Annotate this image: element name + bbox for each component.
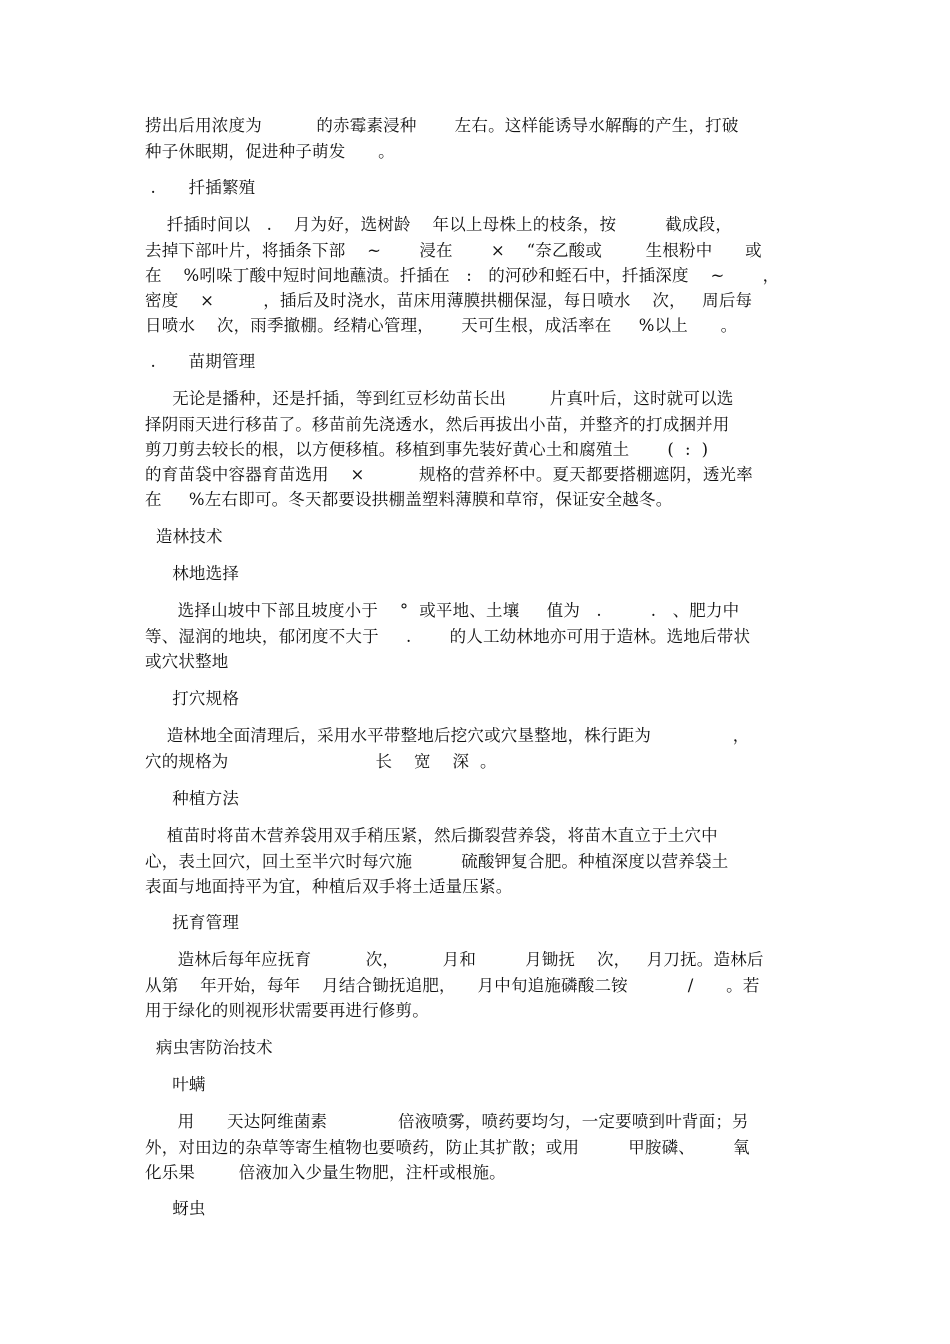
paragraph-line: 在 %左右即可。冬天都要设拱棚盖塑料薄膜和草帘，保证安全越冬。 <box>145 490 673 509</box>
paragraph-line: 化乐果 倍液加入少量生物肥，注杆或根施。 <box>145 1163 506 1182</box>
subsection-heading: 打穴规格 <box>145 689 240 708</box>
subsection-heading: 蚜虫 <box>145 1199 206 1218</box>
paragraph-line: 表面与地面持平为宜，种植后双手将土适量压紧。 <box>145 877 513 896</box>
paragraph-line: 的育苗袋中容器育苗选用 × 规格的营养杯中。夏天都要搭棚遮阴，透光率 <box>145 465 753 484</box>
paragraph-line: 密度 × ，插后及时浇水，苗床用薄膜拱棚保湿，每日喷水 次， 周后每 <box>145 291 753 310</box>
paragraph-line: 日喷水 次，雨季撤棚。经精心管理， 天可生根，成活率在 %以上 。 <box>145 316 738 335</box>
paragraph-line: 无论是播种，还是扦插，等到红豆杉幼苗长出 片真叶后，这时就可以选 <box>145 389 734 408</box>
paragraph-line: 在 %吲哚丁酸中短时间地蘸渍。扦插在 : 的河砂和蛭石中，扦插深度 ~ ， <box>145 266 780 285</box>
section-heading: . 苗期管理 <box>145 352 256 371</box>
paragraph-line: 或穴状整地 <box>145 652 229 671</box>
paragraph-line: 造林后每年应抚育 次， 月和 月锄抚 次， 月刀抚。造林后 <box>145 950 764 969</box>
subsection-heading: 叶螨 <box>145 1075 206 1094</box>
paragraph-line: 造林地全面清理后，采用水平带整地后挖穴或穴垦整地，株行距为 ， <box>145 726 750 745</box>
subsection-heading: 林地选择 <box>145 564 240 583</box>
paragraph-line: 扦插时间以 . 月为好，选树龄 年以上母株上的枝条，按 截成段， <box>145 215 733 234</box>
paragraph-line: 外，对田边的杂草等寄生植物也要喷药，防止其扩散；或用 甲胺磷、 氧 <box>145 1138 750 1157</box>
paragraph-line: 等、湿润的地块，郁闭度不大于 . 的人工幼林地亦可用于造林。选地后带状 <box>145 627 751 646</box>
paragraph-line: 穴的规格为 长 宽 深 。 <box>145 752 497 771</box>
paragraph-line: 用 天达阿维菌素 倍液喷雾，喷药要均匀，一定要喷到叶背面；另 <box>145 1112 749 1131</box>
paragraph-line: 择阴雨天进行移苗了。移苗前先浇透水，然后再拔出小苗，并整齐的打成捆并用 <box>145 415 730 434</box>
paragraph-line: 捞出后用浓度为 的赤霉素浸种 左右。这样能诱导水解酶的产生，打破 <box>145 116 739 135</box>
paragraph-line: 选择山坡中下部且坡度小于 ° 或平地、土壤 值为 . . 、肥力中 <box>145 601 740 620</box>
paragraph-line: 用于绿化的则视形状需要再进行修剪。 <box>145 1001 429 1020</box>
section-heading: . 扦插繁殖 <box>145 178 256 197</box>
section-heading: 病虫害防治技术 <box>145 1038 273 1057</box>
paragraph-line: 心，表土回穴，回土至半穴时每穴施 硫酸钾复合肥。种植深度以营养袋土 <box>145 852 729 871</box>
section-heading: 造林技术 <box>145 527 223 546</box>
paragraph-line: 从第 年开始，每年 月结合锄抚追肥， 月中旬追施磷酸二铵 / 。若 <box>145 976 760 995</box>
subsection-heading: 抚育管理 <box>145 913 240 932</box>
paragraph-line: 剪刀剪去较长的根，以方便移植。移植到事先装好黄心土和腐殖土 ( : ) <box>145 440 709 459</box>
paragraph-line: 去掉下部叶片，将插条下部 ~ 浸在 × “奈乙酸或 生根粉中 或 <box>145 241 762 260</box>
paragraph-line: 植苗时将苗木营养袋用双手稍压紧，然后撕裂营养袋，将苗木直立于土穴中 <box>145 826 718 845</box>
paragraph-line: 种子休眠期，促进种子萌发 。 <box>145 142 395 161</box>
subsection-heading: 种植方法 <box>145 789 240 808</box>
